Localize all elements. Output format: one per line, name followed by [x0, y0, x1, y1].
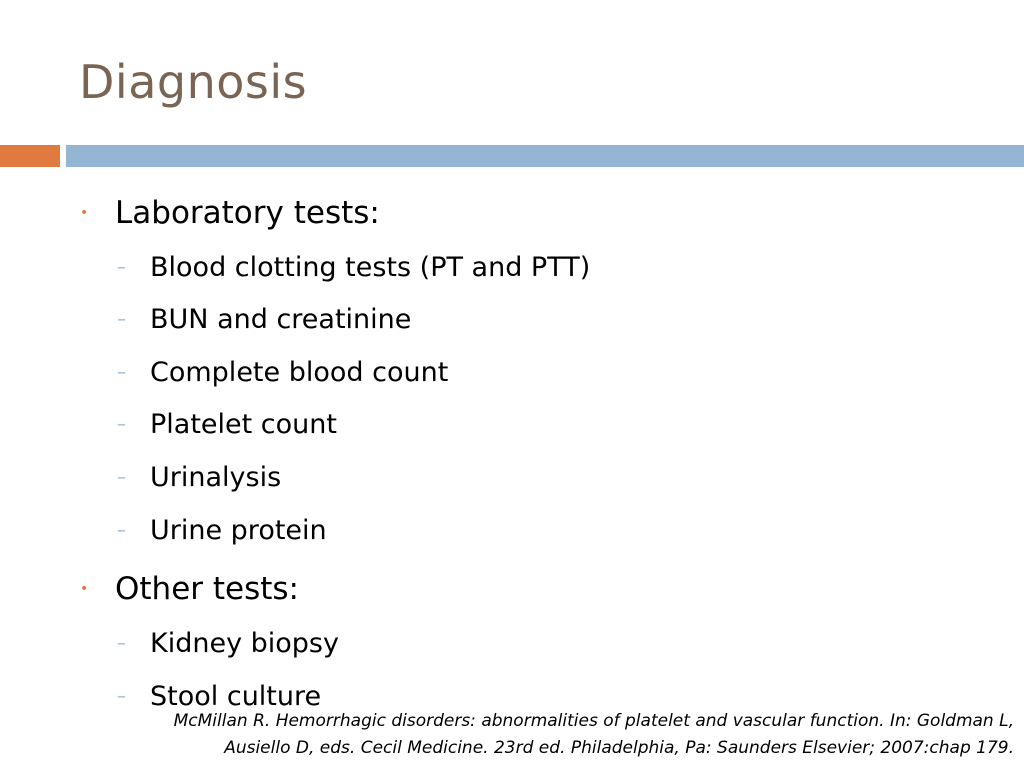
list-item: Blood clotting tests (PT and PTT): [150, 252, 591, 283]
list-item: Urinalysis: [150, 462, 282, 493]
list-item: Stool culture: [150, 681, 322, 712]
dash-icon: –: [117, 362, 126, 383]
citation-line-1: McMillan R. Hemorrhagic disorders: abnormalities of platelet and vascular function. In: Goldman L,: [173, 711, 1014, 731]
dash-icon: –: [117, 686, 126, 707]
section-heading-other: Other tests:: [115, 571, 300, 607]
dash-icon: –: [117, 257, 126, 278]
dash-icon: –: [117, 467, 126, 488]
slide-title: Diagnosis: [79, 55, 308, 109]
list-item: Complete blood count: [150, 357, 449, 388]
dash-icon: –: [117, 520, 126, 541]
section-heading-laboratory: Laboratory tests:: [115, 195, 380, 231]
list-item: Urine protein: [150, 515, 327, 546]
dash-icon: –: [117, 414, 126, 435]
dash-icon: –: [117, 633, 126, 654]
citation-line-2: Ausiello D, eds. Cecil Medicine. 23rd ed. Philadelphia, Pa: Saunders Elsevier; 2007:chap 179.: [224, 738, 1014, 758]
list-item: Kidney biopsy: [150, 628, 339, 659]
list-item: BUN and creatinine: [150, 304, 412, 335]
bullet-icon: •: [80, 205, 89, 221]
list-item: Platelet count: [150, 409, 337, 440]
bullet-icon: •: [80, 581, 89, 597]
citation: [54, 708, 1014, 762]
dash-icon: –: [117, 309, 126, 330]
